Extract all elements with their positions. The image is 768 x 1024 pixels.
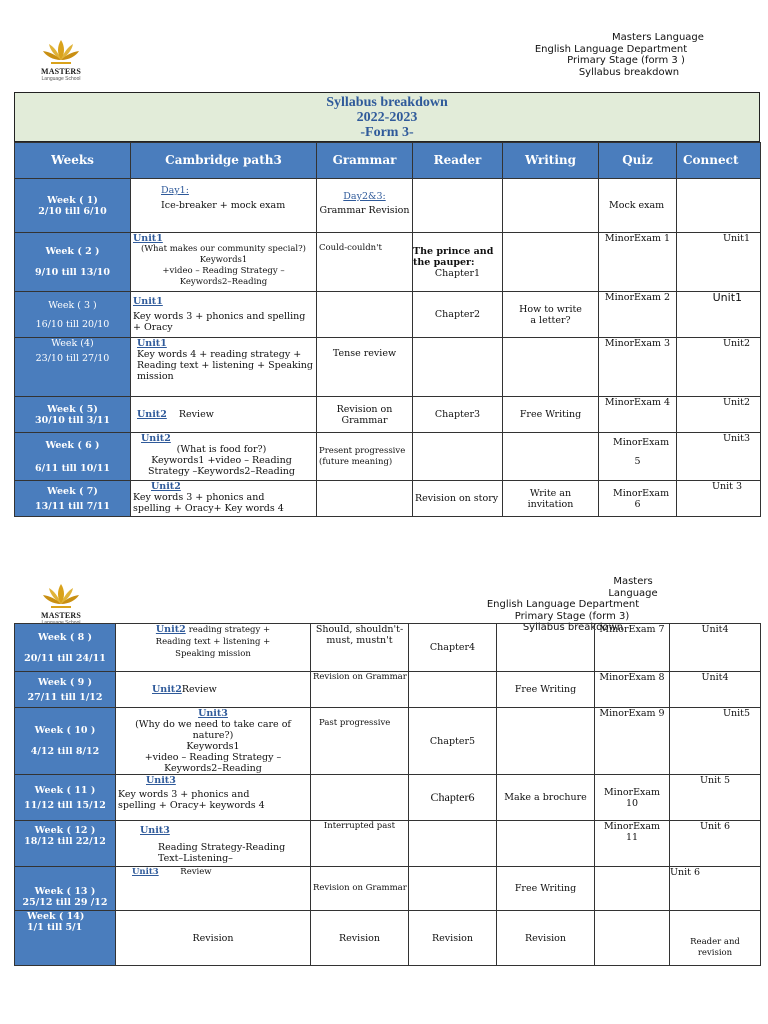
- cambridge-cell: Unit2 reading strategy + Reading text + listening + Speaking mission: [116, 624, 311, 672]
- connect-cell: Unit4: [670, 672, 761, 708]
- connect-cell: Unit5: [670, 708, 761, 775]
- col-connect: Connect: [677, 143, 761, 179]
- school-logo-2: MASTERS: [30, 580, 92, 640]
- cambridge-cell: Unit1 Key words 3 + phonics and spelling + Oracy: [131, 292, 317, 338]
- cambridge-cell: Unit1 Key words 4 + reading strategy + Reading text + listening + Speaking mission: [131, 338, 317, 397]
- table-row: [15, 338, 761, 397]
- week-cell: Week ( 3 ) 16/10 till 20/10: [15, 292, 131, 338]
- quiz-cell: MinorExam 11: [595, 821, 670, 867]
- quiz-cell: MinorExam 8: [595, 672, 670, 708]
- quiz-cell: MinorExam 5: [599, 433, 677, 481]
- connect-cell: Unit1: [677, 233, 761, 292]
- reader-cell: Chapter4: [409, 624, 497, 672]
- syllabus-table-2: [14, 623, 761, 966]
- week-cell: Week ( 11 ) 11/12 till 15/12: [15, 775, 116, 821]
- col-quiz: Quiz: [599, 143, 677, 179]
- table-row: [15, 481, 761, 517]
- week-cell: Week ( 10 ) 4/12 till 8/12: [15, 708, 116, 775]
- connect-cell: Unit 6: [670, 821, 761, 867]
- connect-cell: Unit1: [677, 292, 761, 338]
- quiz-cell: Mock exam: [599, 179, 677, 233]
- cambridge-cell: Unit2Review: [116, 672, 311, 708]
- table-row: [15, 775, 761, 821]
- week-cell: Week ( 5) 30/10 till 3/11: [15, 397, 131, 433]
- grammar-cell: Could-couldn't: [317, 233, 413, 292]
- quiz-cell: MinorExam 4: [599, 397, 677, 433]
- table-row: [15, 708, 761, 775]
- writing-cell: Make a brochure: [497, 775, 595, 821]
- grammar-cell: Revision on Grammar: [311, 672, 409, 708]
- table-row: [15, 911, 761, 966]
- grammar-cell: Revision on Grammar: [311, 867, 409, 911]
- connect-cell: Unit 5: [670, 775, 761, 821]
- table-row: [15, 672, 761, 708]
- writing-cell: [503, 433, 599, 481]
- reader-cell: [413, 179, 503, 233]
- table-row: [15, 292, 761, 338]
- week-cell: Week ( 8 ) 20/11 till 24/11: [15, 624, 116, 672]
- table-row: [15, 867, 761, 911]
- table-row: [15, 624, 761, 672]
- syllabus-table-1: [14, 142, 761, 517]
- connect-cell: Unit 3: [677, 481, 761, 517]
- grammar-cell: [317, 481, 413, 517]
- connect-cell: [677, 179, 761, 233]
- col-weeks: Weeks: [15, 143, 131, 179]
- syllabus-title: Syllabus breakdown 2022-2023 -Form 3-: [14, 92, 760, 142]
- week-cell: Week ( 7) 13/11 till 7/11: [15, 481, 131, 517]
- reader-cell: [413, 338, 503, 397]
- quiz-cell: MinorExam 10: [595, 775, 670, 821]
- cambridge-cell: Unit2 (What is food for?) Keywords1 +video – Reading Strategy –Keywords2–Reading: [131, 433, 317, 481]
- quiz-cell: MinorExam 7: [595, 624, 670, 672]
- grammar-cell: Revision: [311, 911, 409, 966]
- writing-cell: Free Writing: [497, 867, 595, 911]
- writing-cell: [497, 821, 595, 867]
- table-row: [15, 821, 761, 867]
- connect-cell: Unit3: [677, 433, 761, 481]
- week-cell: Week ( 13 ) 25/12 till 29 /12: [15, 867, 116, 911]
- connect-cell: Unit2: [677, 338, 761, 397]
- writing-cell: How to write a letter?: [503, 292, 599, 338]
- connect-cell: Reader and revision: [670, 911, 761, 966]
- table-row: [15, 233, 761, 292]
- cambridge-cell: Day1: Ice-breaker + mock exam: [131, 179, 317, 233]
- reader-cell: Chapter2: [413, 292, 503, 338]
- writing-cell: [503, 179, 599, 233]
- header-row: [15, 143, 761, 179]
- cambridge-cell: Unit2 Review: [131, 397, 317, 433]
- grammar-cell: [311, 775, 409, 821]
- reader-cell: Revision: [409, 911, 497, 966]
- table-row: [15, 397, 761, 433]
- reader-cell: Revision on story: [413, 481, 503, 517]
- quiz-cell: [595, 911, 670, 966]
- reader-cell: Chapter5: [409, 708, 497, 775]
- reader-cell: [409, 821, 497, 867]
- week-cell: Week ( 14) 1/1 till 5/1: [15, 911, 116, 966]
- reader-cell: [409, 672, 497, 708]
- grammar-cell: Present progressive (future meaning): [317, 433, 413, 481]
- quiz-cell: MinorExam 9: [595, 708, 670, 775]
- writing-cell: [497, 624, 595, 672]
- reader-cell: [409, 867, 497, 911]
- cambridge-cell: Unit2 Key words 3 + phonics and spelling + Oracy+ Key words 4: [131, 481, 317, 517]
- week-cell: Week (4) 23/10 till 27/10: [15, 338, 131, 397]
- grammar-cell: Should, shouldn't-must, mustn't: [311, 624, 409, 672]
- table-row: [15, 433, 761, 481]
- writing-cell: Revision: [497, 911, 595, 966]
- writing-cell: Free Writing: [503, 397, 599, 433]
- cambridge-cell: Unit1 (What makes our community special?) Keywords1 +video – Reading Strategy – Keywords2–Reading: [131, 233, 317, 292]
- grammar-cell: Day2&3: Grammar Revision: [317, 179, 413, 233]
- col-grammar: Grammar: [317, 143, 413, 179]
- cambridge-cell: Unit3 Key words 3 + phonics and spelling + Oracy+ keywords 4: [116, 775, 311, 821]
- connect-cell: Unit 6: [670, 867, 761, 911]
- reader-cell: The prince and the pauper: Chapter1: [413, 233, 503, 292]
- writing-cell: [503, 233, 599, 292]
- week-cell: Week ( 1) 2/10 till 6/10: [15, 179, 131, 233]
- col-reader: Reader: [413, 143, 503, 179]
- week-cell: Week ( 6 ) 6/11 till 10/11: [15, 433, 131, 481]
- writing-cell: [497, 708, 595, 775]
- cambridge-cell: Revision: [116, 911, 311, 966]
- quiz-cell: MinorExam 2: [599, 292, 677, 338]
- writing-cell: Write an invitation: [503, 481, 599, 517]
- connect-cell: Unit2: [677, 397, 761, 433]
- grammar-cell: Past progressive: [311, 708, 409, 775]
- grammar-cell: Interrupted past: [311, 821, 409, 867]
- writing-cell: Free Writing: [497, 672, 595, 708]
- department-header: Masters Language English Language Department Primary Stage (form 3 ) Syllabus breakdown: [534, 32, 704, 78]
- quiz-cell: [595, 867, 670, 911]
- grammar-cell: [317, 292, 413, 338]
- writing-cell: [503, 338, 599, 397]
- reader-cell: Chapter6: [409, 775, 497, 821]
- week-cell: Week ( 2 ) 9/10 till 13/10: [15, 233, 131, 292]
- connect-cell: Unit4: [670, 624, 761, 672]
- grammar-cell: Tense review: [317, 338, 413, 397]
- quiz-cell: MinorExam 3: [599, 338, 677, 397]
- cambridge-cell: Unit3 (Why do we need to take care of nature?) Keywords1 +video – Reading Strategy – Keywords2–Reading: [116, 708, 311, 775]
- grammar-cell: Revision on Grammar: [317, 397, 413, 433]
- quiz-cell: MinorExam 1: [599, 233, 677, 292]
- col-cambridge: Cambridge path3: [131, 143, 317, 179]
- col-writing: Writing: [503, 143, 599, 179]
- school-logo: MASTERS Language School: [30, 36, 92, 96]
- week-cell: Week ( 12 ) 18/12 till 22/12: [15, 821, 116, 867]
- cambridge-cell: Unit3 Reading Strategy-Reading Text–Listening–: [116, 821, 311, 867]
- department-header-2: Masters Language English Language Department Primary Stage (form 3) Syllabus breakdown: [486, 576, 658, 633]
- quiz-cell: MinorExam 6: [599, 481, 677, 517]
- reader-cell: [413, 433, 503, 481]
- reader-cell: Chapter3: [413, 397, 503, 433]
- lotus-icon: [41, 580, 81, 612]
- lotus-icon: [41, 36, 81, 68]
- week-cell: Week ( 9 ) 27/11 till 1/12: [15, 672, 116, 708]
- table-row: [15, 179, 761, 233]
- cambridge-cell: Unit3 Review: [116, 867, 311, 911]
